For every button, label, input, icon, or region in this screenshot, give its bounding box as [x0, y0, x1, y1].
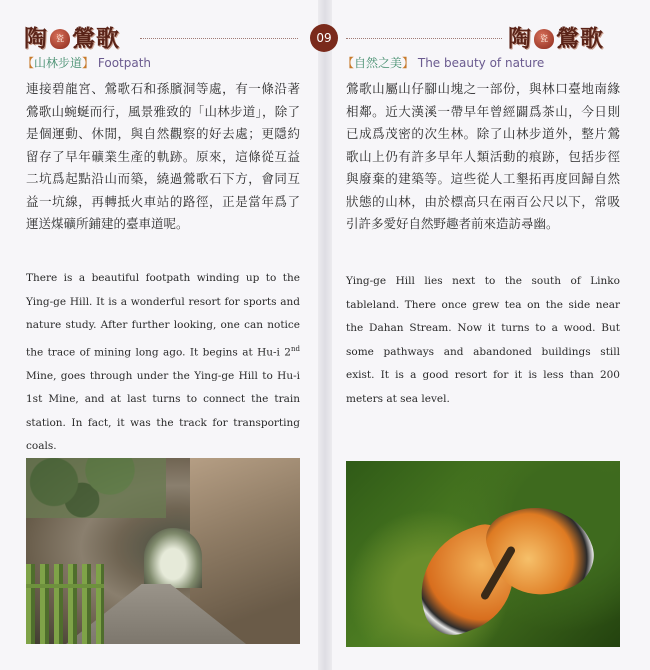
- book-spine: [318, 0, 332, 670]
- pottery-icon: 瓷: [534, 29, 554, 49]
- section-title-en: Footpath: [97, 56, 152, 70]
- section-heading: 【自然之美】 The beauty of nature: [342, 56, 545, 70]
- page-number-badge: 09: [310, 24, 338, 52]
- section-heading: 【山林步道】 Footpath: [22, 56, 152, 70]
- brand-char-tao: 陶: [24, 25, 48, 52]
- section-title-zh: 自然之美: [354, 56, 403, 70]
- brand-char-yingge: 鶯歌: [556, 25, 604, 52]
- brand-logo: [508, 20, 604, 53]
- section-title-en: The beauty of nature: [417, 56, 545, 70]
- zh-paragraph: 鶯歌山屬山仔腳山塊之一部份，與林口臺地南緣相鄰。近大漢溪一帶早年曾經闢爲茶山，今日則已成爲茂密的次生林。除了山林步道外，整片鶯歌山上仍有許多早年人類活動的痕跡，包括步徑與廢棄的建築等。這些從人工墾拓再度回歸自然狀態的山林，由於標高只在兩百公尺以下，常吸引許多愛好自然野趣者前來造訪尋幽。: [346, 81, 620, 231]
- section-title-zh: 山林步道: [34, 56, 83, 70]
- tunnel-footpath-photo: [26, 458, 300, 644]
- header-rule: [346, 38, 502, 39]
- left-page: [0, 0, 318, 670]
- zh-paragraph: 連接碧龍宮、鶯歌石和孫臏洞等處，有一條沿著鶯歌山蜿蜒而行，風景雅致的「山林步道」，除了是個運動、休閒，與自然觀察的好去處；更隱約留存了早年礦業生產的軌跡。原來，這條從互益二坑爲起點沿山而築，繞過鶯歌石下方，會同互益一坑線，再轉抵火車站的路徑，正是當年爲了運送煤礦所鋪建的臺車道呢。: [26, 81, 300, 231]
- header-rule: [140, 38, 298, 39]
- brand-char-tao: 陶: [508, 25, 532, 52]
- brand-char-yingge: 鶯歌: [72, 25, 120, 52]
- en-paragraph: There is a beautiful footpath winding up to the Ying-ge Hill. It is a wonderful resort for sports and nature study. After further looking, one can notice the trace of mining long ago. It begins at Hu-i 2nd Mine, goes through under the Ying-ge Hill to Hu-i 1st Mine, and at last turns to connect the train station. In fact, it was the track for transporting coals.: [26, 272, 300, 452]
- pottery-icon: 瓷: [50, 29, 70, 49]
- butterfly-photo: [346, 461, 620, 647]
- brand-logo: [24, 20, 120, 53]
- en-paragraph: Ying-ge Hill lies next to the south of Linko tableland. There once grew tea on the side near the Dahan Stream. Now it turns to a wood. But some pathways and abandoned buildings still exist. It is a good resort for it is less than 200 meters at sea level.: [346, 275, 620, 405]
